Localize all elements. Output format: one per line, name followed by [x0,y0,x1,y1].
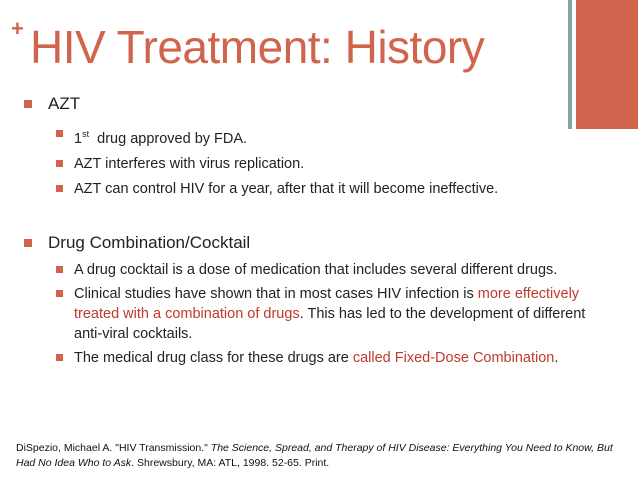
slide-title: HIV Treatment: History [30,21,485,73]
sub-bullet [16,260,616,280]
citation-text: . Shrewsbury, MA: ATL, 1998. 52-65. Print. [131,457,330,469]
bullet-text: The medical drug class for these drugs are [74,349,353,366]
bullet-text: AZT interferes with virus replication. [74,155,305,172]
plus-icon: + [11,16,24,41]
square-bullet-icon [56,266,63,273]
citation [16,441,626,471]
slide-content [16,93,616,368]
citation-title: The Science, Spread, and Therapy of HIV Disease: Everything You Need to Know, But Had No Idea Who to Ask [16,442,613,469]
superscript: st [82,129,90,139]
citation-text: DiSpezio, Michael A. "HIV Transmission." [16,442,211,454]
sub-bullet [16,124,616,149]
sub-bullet [16,154,616,174]
square-bullet-icon [24,239,32,247]
square-bullet-icon [56,160,63,167]
sub-bullet [16,348,616,368]
square-bullet-icon [24,100,32,108]
bullet-text: A drug cocktail is a dose of medication that includes several different drugs. [74,261,558,278]
bullet-drug-combination [16,232,616,254]
sub-bullet [16,284,616,344]
bullet-text: AZT [48,94,81,113]
bullet-text: Clinical studies have shown that in most cases HIV infection is [74,285,478,302]
bullet-text: . This has led to the development of different anti-viral cocktails. [74,305,586,342]
bullet-azt [16,93,616,115]
highlight-text: called Fixed-Dose Combination [352,349,555,366]
sub-bullet [16,179,616,199]
bullet-text: Drug Combination/Cocktail [48,232,251,252]
square-bullet-icon [56,130,63,137]
square-bullet-icon [56,354,63,361]
bullet-text: AZT can control HIV for a year, after that it will become ineffective. [74,180,499,197]
square-bullet-icon [56,185,63,192]
bullet-text: drug approved by FDA. [89,130,248,147]
bullet-text: 1 [74,130,83,147]
square-bullet-icon [56,290,63,297]
highlight-text: more effectively treated with a combination of drugs [74,285,580,322]
bullet-text: . [554,349,559,366]
